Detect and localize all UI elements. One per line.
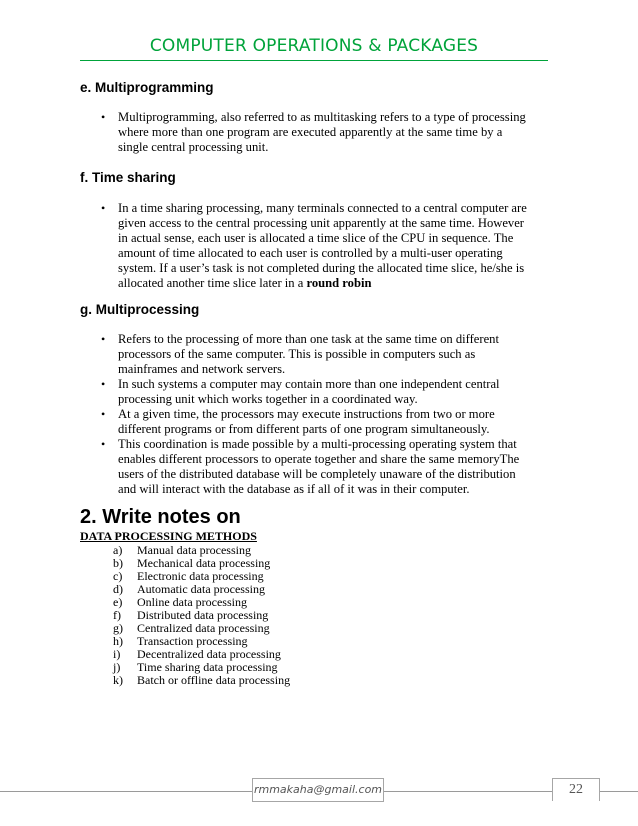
bullet-icon: • [101,201,106,215]
list-item-text: Electronic data processing [137,569,264,583]
list-item-text: Batch or offline data processing [137,673,291,687]
list-item [90,377,542,407]
footer-rule-left [0,791,252,792]
footer-email: rmmakaha@gmail.com [252,778,384,802]
list-item-text: Manual data processing [137,543,251,557]
list-marker: e) [113,595,123,609]
list-item-text: Time sharing data processing [137,660,278,674]
bullet-line: where more than one program are executed apparently at the same time by a [118,125,503,139]
list-item [90,110,542,155]
bullet-icon: • [101,332,106,346]
bullet-list-multiprogramming [90,110,542,155]
list-item [90,201,542,291]
list-marker: b) [113,556,123,570]
list-item [113,674,290,687]
bullet-list-time-sharing [90,201,542,291]
bullet-list-multiprocessing [90,332,542,497]
list-item [90,437,542,497]
bullet-icon: • [101,110,106,124]
list-item [90,332,542,377]
bullet-line: amount of time allocated to each user is controlled by a multi-user operating [118,246,503,260]
list-marker: d) [113,582,123,596]
bullet-line: At a given time, the processors may execute instructions from two or more [118,407,495,421]
bullet-line: single central processing unit. [118,140,269,154]
bullet-line: Refers to the processing of more than one task at the same time on different [118,332,499,346]
bullet-line: Multiprogramming, also referred to as multitasking refers to a type of processing [118,110,526,124]
section-heading-multiprocessing: g. Multiprocessing [80,302,200,317]
list-item-text: Transaction processing [137,634,248,648]
bullet-line: In a time sharing processing, many terminals connected to a central computer are [118,201,527,215]
notes-heading: 2. Write notes on [80,506,241,528]
bullet-line: allocated another time slice later in a [118,276,307,290]
bullet-icon: • [101,407,106,421]
bullet-icon: • [101,437,106,451]
bullet-line: This coordination is made possible by a multi-processing operating system that [118,437,517,451]
list-marker: k) [113,673,123,687]
data-processing-methods-list [113,544,290,687]
bullet-line: processing unit which works together in a coordinated way. [118,392,418,406]
list-item-text: Mechanical data processing [137,556,271,570]
list-marker: h) [113,634,123,648]
header-rule [80,60,548,61]
notes-subheading: DATA PROCESSING METHODS [80,529,257,543]
list-marker: f) [113,608,121,622]
bullet-line: and will interact with the database as if all of it was in their computer. [118,482,470,496]
bullet-line: system. If a user’s task is not completed during the allocated time slice, he/she is [118,261,525,275]
bullet-line: given access to the central processing unit apparently at the same time. However [118,216,525,230]
bullet-line: enables different processors to operate together and share the same memoryThe [118,452,520,466]
bullet-line: mainframes and network servers. [118,362,286,376]
list-marker: g) [113,621,123,635]
list-item-text: Online data processing [137,595,247,609]
list-marker: j) [113,660,121,674]
bullet-line: users of the distributed database will be completely unaware of the distribution [118,467,516,481]
list-item-text: Automatic data processing [137,582,265,596]
page-number: 22 [552,778,600,801]
list-item [90,407,542,437]
bullet-icon: • [101,377,106,391]
list-marker: a) [113,543,123,557]
bullet-line: In such systems a computer may contain more than one independent central [118,377,500,391]
list-item-text: Distributed data processing [137,608,269,622]
footer-rule-right [600,791,638,792]
bullet-line: processors of the same computer. This is possible in computers such as [118,347,476,361]
bullet-line: different programs or from different parts of one program simultaneously. [118,422,490,436]
list-item-text: Centralized data processing [137,621,270,635]
bold-term-round-robin: round robin [306,276,372,290]
list-marker: c) [113,569,123,583]
list-marker: i) [113,647,121,661]
page-header-title: COMPUTER OPERATIONS & PACKAGES [149,36,479,56]
section-heading-multiprogramming: e. Multiprogramming [80,80,214,95]
section-heading-time-sharing: f. Time sharing [80,170,176,185]
bullet-line: in actual sense, each user is allocated a time slice of the CPU in sequence. The [118,231,514,245]
list-item-text: Decentralized data processing [137,647,281,661]
footer-rule-middle [384,791,552,792]
